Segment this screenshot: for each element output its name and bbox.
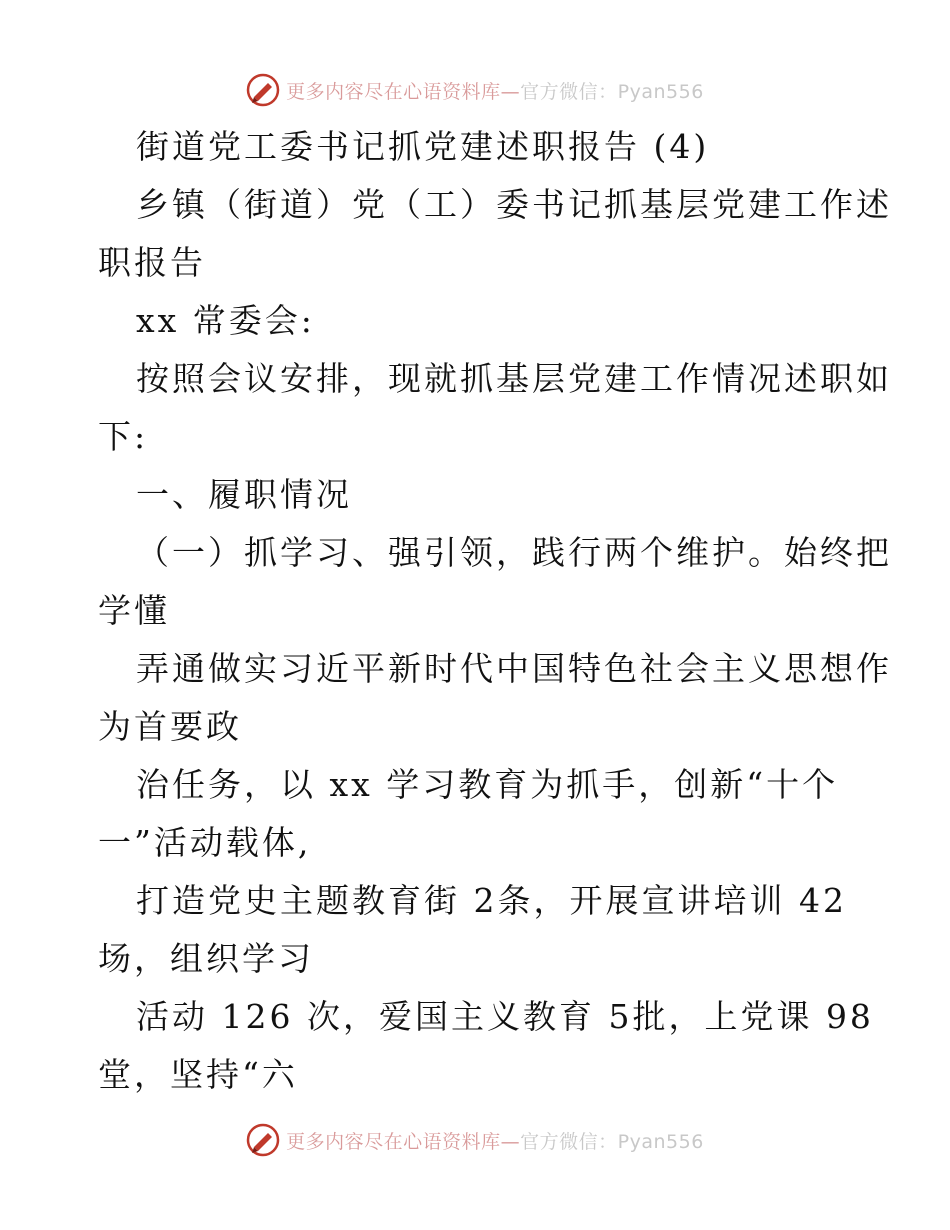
watermark-text: 更多内容尽在心语资料库—	[286, 1130, 521, 1153]
doc-line	[98, 524, 892, 582]
document-body	[98, 118, 892, 1104]
pen-logo-icon	[246, 1123, 280, 1157]
line-text: 学懂	[98, 591, 170, 630]
line-text: 打造党史主题教育街 2条，开展宣讲培训 42	[136, 881, 847, 920]
watermark-footer	[0, 1120, 950, 1160]
doc-line	[98, 1046, 858, 1104]
doc-line	[98, 756, 858, 814]
doc-line	[98, 814, 858, 872]
watermark-contact: 官方微信：Pyan556	[520, 80, 704, 103]
line-text: 街道党工委书记抓党建述职报告 (4)	[136, 127, 710, 166]
line-text: xx 常委会:	[136, 301, 315, 340]
doc-line	[98, 350, 892, 408]
pen-logo-icon	[246, 73, 280, 107]
line-text: 职报告	[98, 243, 206, 282]
line-text: 场，组织学习	[98, 939, 314, 978]
line-text: 活动 126 次，爱国主义教育 5批，上党课 98	[136, 997, 874, 1036]
line-text: 治任务，以 xx 学习教育为抓手，创新“十个	[136, 765, 839, 804]
doc-line	[98, 176, 892, 234]
line-text: 乡镇（街道）党（工）委书记抓基层党建工作述	[136, 185, 892, 224]
line-text: （一）抓学习、强引领，践行两个维护。始终把	[136, 533, 892, 572]
doc-line	[98, 872, 858, 930]
line-text: 弄通做实习近平新时代中国特色社会主义思想作	[136, 649, 892, 688]
doc-line	[98, 234, 858, 292]
doc-line	[98, 292, 858, 350]
doc-line	[98, 118, 858, 176]
doc-line	[98, 988, 874, 1046]
doc-line	[98, 930, 858, 988]
line-text: 为首要政	[98, 707, 242, 746]
doc-line	[98, 582, 858, 640]
watermark-contact: 官方微信：Pyan556	[520, 1130, 704, 1153]
doc-line	[98, 466, 858, 524]
line-text: 一”活动载体,	[98, 823, 312, 862]
line-text: 一、履职情况	[136, 475, 352, 514]
line-text: 下:	[98, 417, 149, 456]
doc-line	[98, 698, 858, 756]
watermark-header	[0, 70, 950, 110]
doc-line	[98, 408, 858, 466]
doc-line	[98, 640, 892, 698]
line-text: 堂，坚持“六	[98, 1055, 298, 1094]
line-text: 按照会议安排，现就抓基层党建工作情况述职如	[136, 359, 892, 398]
watermark-text: 更多内容尽在心语资料库—	[286, 80, 521, 103]
